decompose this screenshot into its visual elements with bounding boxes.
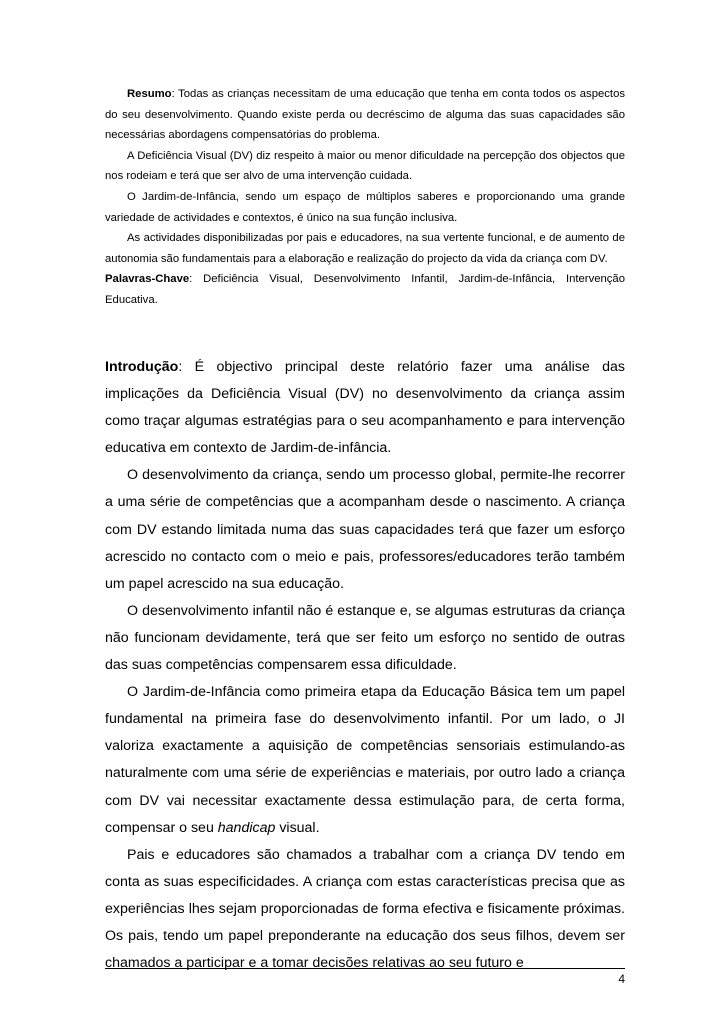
intro-label: Introdução — [105, 359, 179, 375]
main-body — [105, 354, 625, 977]
resumo-text: : Todas as crianças necessitam de uma educação que tenha em conta todos os aspectos do seu desenvolvimento. Quando existe perda ou decréscimo de alguma das suas capacidades são necessárias abordagens compensatórias do problema. — [105, 88, 625, 142]
handicap-italic: handicap — [217, 819, 276, 836]
abstract-section — [105, 84, 625, 311]
abstract-paragraph-dv: A Deficiência Visual (DV) diz respeito à maior ou menor dificuldade na percepção dos objectos que nos rodeiam e terá que ser alvo de uma intervenção cuidada. — [105, 149, 625, 183]
jardim-text-end: visual. — [275, 819, 320, 836]
body-paragraph-compensation: O desenvolvimento infantil não é estanque e, se algumas estruturas da criança não funcionam devidamente, terá que ser feito um esforço no sentido de outras das suas competências compensarem essa dificuldade. — [105, 602, 625, 674]
keywords-text: : Deficiência Visual, Desenvolvimento Infantil, Jardim-de-Infância, Intervenção Educativa. — [105, 273, 625, 306]
keywords-label: Palavras-Chave — [105, 273, 190, 286]
body-paragraph-jardim — [105, 679, 625, 842]
body-paragraph-parents: Pais e educadores são chamados a trabalhar com a criança DV tendo em conta as suas especificidades. A criança com estas características precisa que as experiências lhes sejam proporcionadas de forma efectiva e fisicamente próximas. Os pais, tendo um papel preponderante na educação dos seus filhos, devem ser chamados a participar e a tomar decisões relativas ao seu futuro e — [105, 846, 625, 972]
abstract-paragraph-resumo — [105, 84, 625, 146]
resumo-label: Resumo — [127, 88, 172, 100]
footer-divider — [105, 968, 625, 969]
intro-text: : É objectivo principal deste relatório fazer uma análise das implicações da Deficiência Visual (DV) no desenvolvimento da criança assim como traçar algumas estratégias para o seu acompanhamento e para intervenção educativa em contexto de Jardim-de-infância. — [105, 359, 625, 457]
keywords-paragraph — [105, 269, 625, 310]
abstract-paragraph-ji: O Jardim-de-Infância, sendo um espaço de múltiplos saberes e proporcionando uma grande variedade de actividades e contextos, é único na sua função inclusiva. — [105, 190, 625, 224]
jardim-text-start: O Jardim-de-Infância como primeira etapa da Educação Básica tem um papel fundamental na primeira fase do desenvolvimento infantil. Por um lado, o JI valoriza exactamente a aquisição de competências sensoriais estimulando-as naturalmente com uma série de experiências e materiais, por outro lado a criança com DV vai necessitar exactamente dessa estimulação para, de certa forma, compensar o seu — [105, 684, 625, 836]
intro-paragraph — [105, 354, 625, 462]
body-paragraph-development: O desenvolvimento da criança, sendo um processo global, permite-lhe recorrer a uma série de competências que a acompanham desde o nascimento. A criança com DV estando limitada numa das suas capacidades terá que fazer um esforço acrescido no contacto com o meio e pais, professores/educadores terão também um papel acrescido na sua educação. — [105, 467, 625, 592]
page-number: 4 — [618, 972, 625, 986]
abstract-paragraph-activities: As actividades disponibilizadas por pais e educadores, na sua vertente funcional, e de aumento de autonomia são fundamentais para a elaboração e realização do projecto da vida da criança com DV. — [105, 232, 625, 265]
